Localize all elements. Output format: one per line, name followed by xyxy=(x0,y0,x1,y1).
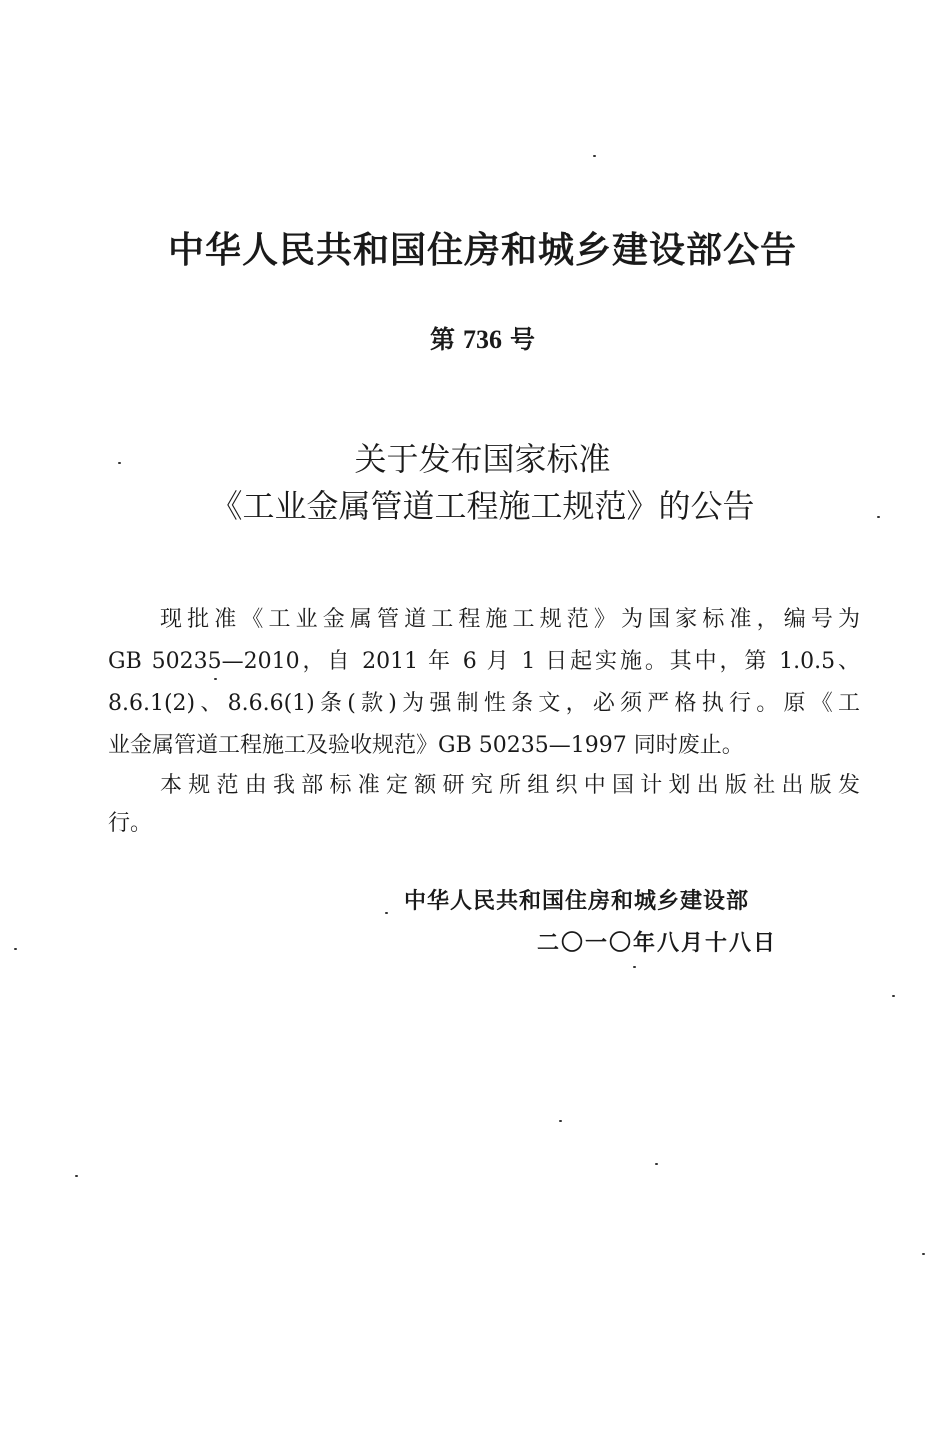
scan-speck xyxy=(877,516,880,518)
subject-title-line2: 《工业金属管道工程施工规范》的公告 xyxy=(210,487,755,525)
signature-date: 二〇一〇年八月十八日 xyxy=(537,931,778,956)
announcement-number xyxy=(0,320,950,356)
signature-organization: 中华人民共和国住房和城乡建设部 xyxy=(404,889,750,914)
scan-speck xyxy=(633,966,636,968)
scan-speck xyxy=(118,462,121,464)
body-paragraph-2-line-1: 本规范由我部标准定额研究所组织中国计划出版社出版发 xyxy=(160,773,860,798)
body-paragraph-1-line-1: 现批准《工业金属管道工程施工规范》为国家标准，编号为 xyxy=(160,607,860,632)
subject-title-line1: 关于发布国家标准 xyxy=(354,440,611,478)
number-suffix: 号 xyxy=(510,325,536,354)
number-value: 736 xyxy=(463,325,502,354)
scan-speck xyxy=(559,1120,562,1122)
scan-speck xyxy=(385,912,388,914)
body-paragraph-1-line-3: 8.6.1(2)、8.6.6(1)条(款)为强制性条文，必须严格执行。原《工 xyxy=(108,691,860,716)
body-paragraph-1-line-2: GB 50235—2010，自 2011 年 6 月 1 日起实施。其中，第 1.0.5、 xyxy=(108,649,860,674)
number-prefix: 第 xyxy=(429,325,455,354)
body-paragraph-2-line-2: 行。 xyxy=(108,811,153,836)
scan-speck xyxy=(655,1163,658,1165)
scan-speck xyxy=(75,1175,78,1177)
ministry-title: 中华人民共和国住房和城乡建设部公告 xyxy=(167,230,797,271)
scan-speck xyxy=(214,678,217,680)
scan-speck xyxy=(892,995,895,997)
scan-speck xyxy=(922,1253,925,1255)
body-paragraph-1-line-4: 业金属管道工程施工及验收规范》GB 50235—1997 同时废止。 xyxy=(108,733,744,758)
scan-speck xyxy=(14,948,17,950)
scan-speck xyxy=(593,155,596,157)
